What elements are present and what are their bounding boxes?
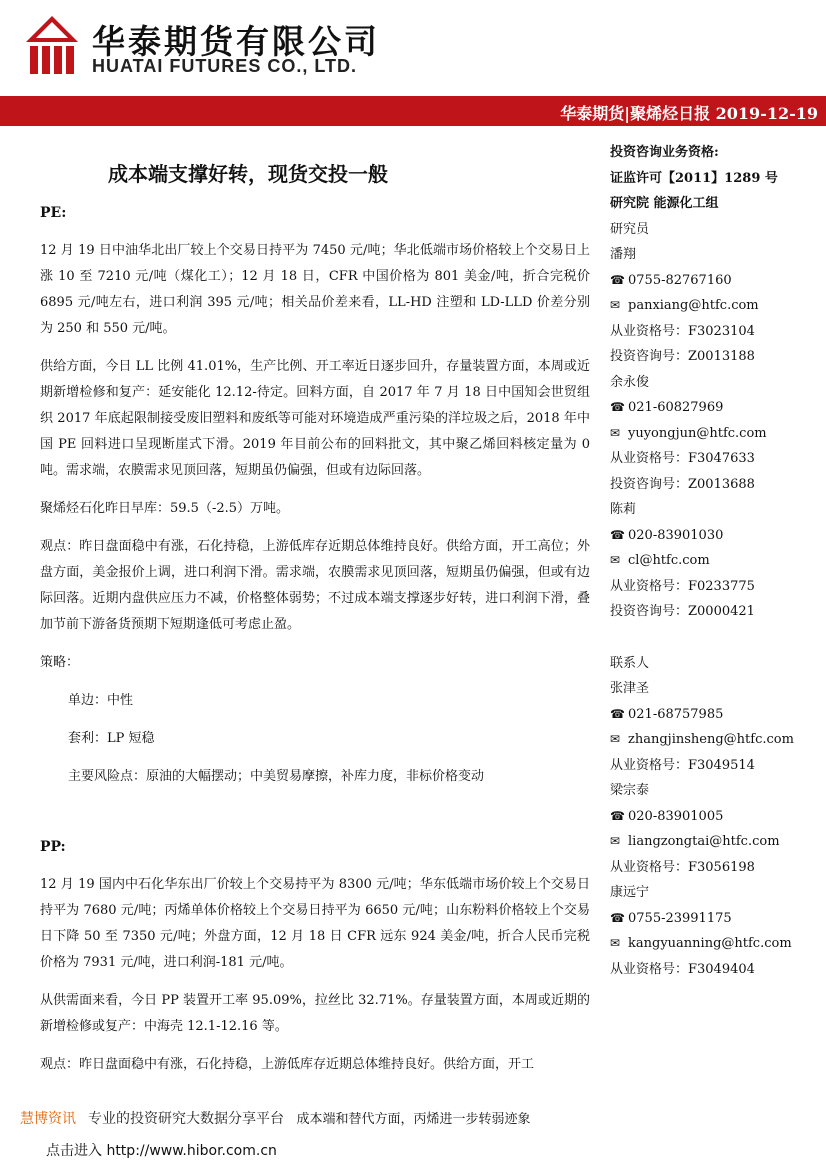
phone-icon: ☎	[610, 527, 625, 542]
footer-brand: 慧博资讯	[20, 1111, 76, 1127]
pe-paragraph: 聚烯烃石化昨日早库：59.5（-2.5）万吨。	[40, 501, 290, 516]
pp-heading: PP:	[40, 839, 66, 855]
contact-cert: 从业资格号：F3049514	[610, 757, 755, 773]
brand-name-cn: 华泰期货有限公司	[92, 22, 380, 61]
researcher-phone: 0755-82767160	[628, 272, 732, 288]
contact-name: 康远宁	[610, 885, 650, 900]
pe-heading: PE:	[40, 205, 67, 221]
pp-paragraph: 从供需面来看，今日 PP 装置开工率 95.09%，拉丝比 32.71%。存量装置方面，本周或近期的新增检修或复产：中海壳 12.1-12.16 等。	[40, 993, 590, 1034]
researcher-advisory: 投资咨询号：Z0013188	[610, 349, 755, 364]
huatai-logo	[22, 14, 82, 78]
contact-phone: 020-83901005	[628, 808, 724, 824]
phone-icon: ☎	[610, 910, 625, 925]
researcher-advisory: 投资咨询号：Z0000421	[610, 604, 755, 619]
researcher-name: 陈莉	[610, 502, 637, 517]
qualification-title: 投资咨询业务资格:	[610, 145, 719, 160]
footer-overlap-text: 成本端和替代方面，丙烯进一步转弱迹象	[296, 1112, 531, 1127]
phone-icon: ☎	[610, 706, 625, 721]
footer-tagline: 专业的投资研究大数据分享平台	[88, 1111, 284, 1127]
mail-icon: ✉	[610, 834, 621, 848]
phone-icon: ☎	[610, 400, 625, 414]
report-title: 成本端支撑好转，现货交投一般	[108, 162, 388, 186]
researcher-cert: 从业资格号：F3023104	[610, 323, 755, 339]
contact-name: 张津圣	[610, 681, 650, 696]
researcher-name: 潘翔	[610, 247, 637, 262]
pe-paragraph: 观点：昨日盘面稳中有涨，石化持稳，上游低库存近期总体维持良好。供给方面，开工高位；外盘方面，美金报价上调，进口利润下滑。需求端，农膜需求见顶回落，短期虽仍偏强，但或有边际回落。近期内盘供应压力不减，价格整体弱势；不过成本端支撑逐步好转，进口利润下滑，叠加节前下游备货预期下短期逢低可考虑止盈。	[40, 539, 590, 632]
strategy-item: 主要风险点：原油的大幅摆动；中美贸易摩擦，补库力度，非标价格变动	[68, 769, 485, 784]
researcher-cert: 从业资格号：F3047633	[610, 451, 755, 466]
researcher-email[interactable]: panxiang@htfc.com	[628, 298, 759, 313]
mail-icon: ✉	[610, 298, 621, 312]
contact-phone: 021-68757985	[628, 706, 724, 722]
pp-paragraph: 12 月 19 国内中石化华东出厂价较上个交易持平为 8300 元/吨；华东低端市场价较上个交易日持平为 7680 元/吨；丙烯单体价格较上个交易日持平为 6650 元/吨；山东粉料价格较上个交易日下降 50 至 7350 元/吨；外盘方面，12 月 18 日 CFR 远东 924 美金/吨，折合人民币完税价格为 7931 元/吨，进口利润-181 元/吨。	[40, 877, 590, 970]
brand-name-en: HUATAI FUTURES CO., LTD.	[92, 56, 357, 76]
main-content	[40, 200, 590, 1078]
strategy-item: 单边：中性	[68, 693, 134, 708]
contact-label: 联系人	[610, 655, 650, 671]
contact-email[interactable]: liangzongtai@htfc.com	[628, 834, 780, 849]
contact-email[interactable]: zhangjinsheng@htfc.com	[628, 732, 794, 747]
contact-name: 梁宗泰	[610, 783, 650, 798]
strategy-label: 策略：	[40, 655, 80, 670]
footer-watermark	[20, 1108, 530, 1128]
footer-link[interactable]: 点击进入 http://www.hibor.com.cn	[46, 1143, 277, 1159]
mail-icon: ✉	[610, 553, 621, 567]
strategy-item: 套利：LP 短稳	[68, 731, 155, 746]
mail-icon: ✉	[610, 936, 621, 950]
researcher-name: 余永俊	[610, 374, 650, 390]
researcher-label: 研究员	[610, 221, 650, 237]
department: 研究院 能源化工组	[610, 196, 719, 211]
pe-paragraph: 供给方面，今日 LL 比例 41.01%，生产比例、开工率近日逐步回升，存量装置方面，本周或近期新增检修和复产：延安能化 12.12-待定。回料方面，自 2017 年 7 月 18 日中国知会世贸组织 2017 年底起限制接受废旧塑料和废纸等可能对环境造成严重污染的洋垃圾之后，2018 年中国 PE 回料进口呈现断崖式下滑。2019 年目前公布的回料批文，其中聚乙烯回料核定量为 0 吨。需求端，农膜需求见顶回落，短期虽仍偏强，但或有边际回落。	[40, 359, 590, 478]
researcher-phone: 021-60827969	[628, 400, 724, 415]
report-header-bar	[0, 96, 826, 126]
license-number: 证监许可【2011】1289 号	[610, 170, 778, 186]
researcher-email[interactable]: yuyongjun@htfc.com	[628, 425, 767, 441]
analyst-sidebar	[610, 140, 820, 982]
researcher-phone: 020-83901030	[628, 527, 724, 543]
pp-paragraph: 观点：昨日盘面稳中有涨，石化持稳，上游低库存近期总体维持良好。供给方面，开工	[40, 1057, 535, 1072]
contact-phone: 0755-23991175	[628, 910, 732, 926]
contact-email[interactable]: kangyuanning@htfc.com	[628, 936, 792, 951]
contact-cert: 从业资格号：F3056198	[610, 859, 755, 875]
researcher-cert: 从业资格号：F0233775	[610, 578, 755, 594]
phone-icon: ☎	[610, 808, 625, 823]
contact-cert: 从业资格号：F3049404	[610, 961, 755, 977]
researcher-advisory: 投资咨询号：Z0013688	[610, 476, 755, 492]
mail-icon: ✉	[610, 425, 621, 440]
researcher-email[interactable]: cl@htfc.com	[628, 553, 710, 568]
phone-icon: ☎	[610, 272, 625, 287]
pe-paragraph: 12 月 19 日中油华北出厂较上个交易日持平为 7450 元/吨；华北低端市场价格较上个交易日上涨 10 至 7210 元/吨（煤化工）；12 月 18 日，CFR 中国价格为 801 美金/吨，折合完税价 6895 元/吨左右，进口利润 395 元/吨；相关品价差来看，LL-HD 注塑和 LD-LLD 价差分别为 250 和 550 元/吨。	[40, 243, 590, 336]
report-line: 华泰期货|聚烯烃日报 2019-12-19	[560, 104, 818, 123]
mail-icon: ✉	[610, 732, 621, 746]
